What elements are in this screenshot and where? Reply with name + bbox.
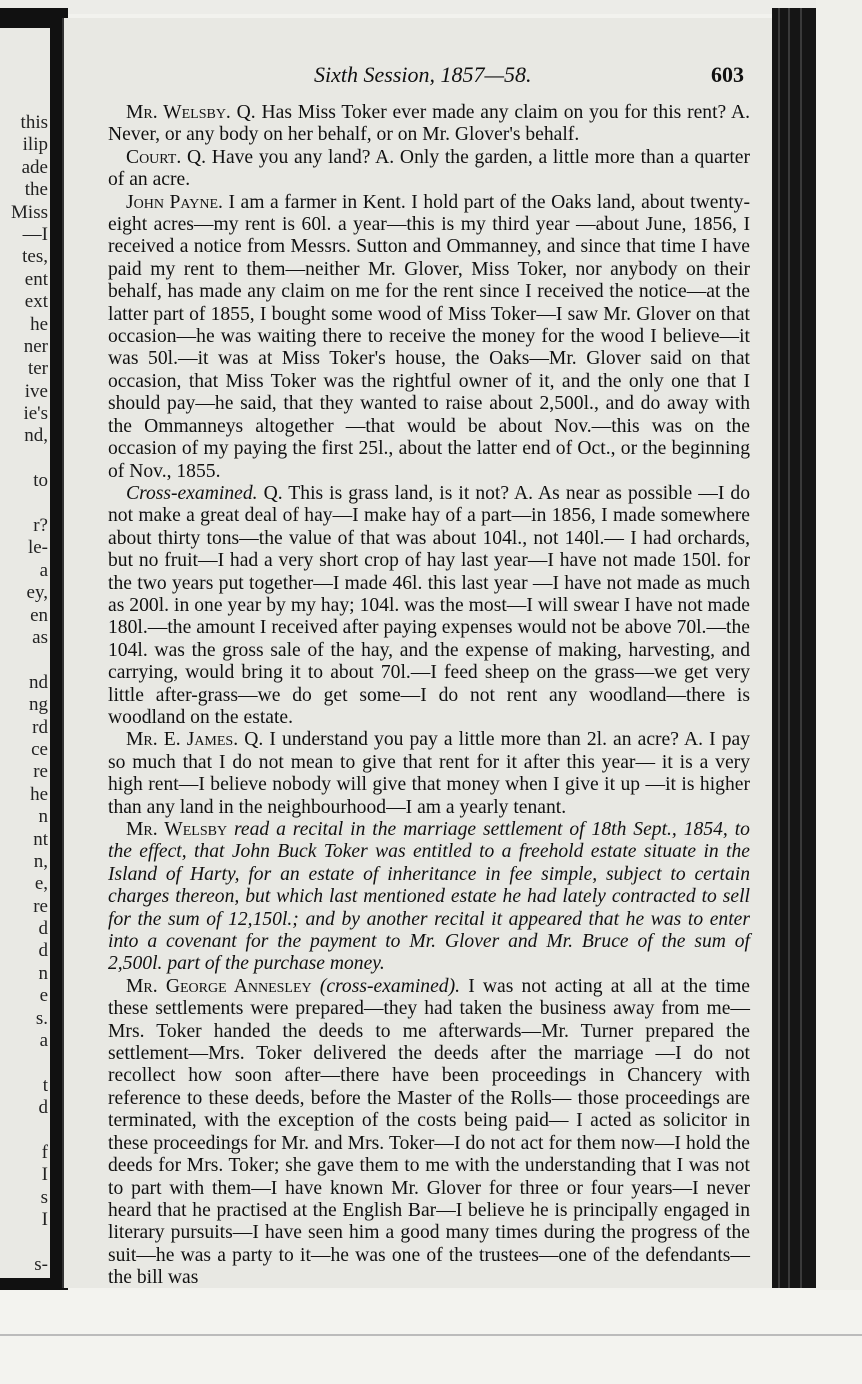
paragraph	[108, 192, 750, 483]
facing-page-fragment: r?	[33, 515, 48, 537]
facing-page-fragment: s.	[35, 1007, 48, 1029]
scan-right-margin	[816, 0, 862, 1384]
facing-page-fragment: le-	[27, 537, 48, 559]
facing-page-fragment: a	[39, 559, 48, 581]
book-page	[62, 18, 776, 1288]
facing-page-fragment: a	[39, 1030, 48, 1052]
facing-page-fragment: —I	[22, 223, 48, 245]
facing-page-fragment: nd,	[24, 425, 48, 447]
paragraph-text: Q. Has Miss Toker ever made any claim on you for this rent? A. Never, or any body on her behalf, or on Mr. Glover's behalf.	[108, 102, 750, 146]
facing-page-fragment	[0, 1120, 48, 1142]
facing-page-fragment: d	[38, 918, 48, 940]
facing-page-fragment: re	[33, 895, 48, 917]
running-header	[104, 62, 744, 90]
facing-page-fragment: the	[24, 179, 48, 201]
paragraph-text: Q. I understand you pay a little more than 2l. an acre? A. I pay so much that I do not mean to give that rent for it after this year— it is a very high rent—I believe nobody will give that money when I give it up —it is higher than any land in the neighbourhood—I am a yearly tenant.	[108, 729, 750, 818]
speaker-note: (cross-examined).	[319, 975, 461, 997]
facing-page-fragment: ner	[23, 335, 48, 357]
facing-page-fragment: this	[20, 112, 48, 133]
facing-page-fragment	[0, 448, 48, 470]
paragraph-text: I was not acting at all at the time these settlements were prepared—they had taken the business away from me—Mrs. Toker handed the deeds to me afterwards—Mr. Turner prepared the settlement—Mrs. Toker delivered the deeds after the marriage —I do not recollect how soon after—there have been proceedings in Chancery with reference to these deeds, before the Master of the Rolls— those proceedings are terminated, with the exception of the costs being paid— I acted as solicitor in these proceedings for Mr. and Mrs. Toker—I do not act for them now—I hold the deeds for Mrs. Toker; she gave them to me with the understanding that I was not to part with them—I have known Mr. Glover for three or four years—I never heard that he practised at the English Bar—I believe he is principally engaged in literary pursuits—I have seen him a good many times during the progress of the suit—he was a party to it—he was one of the trustees—one of the defendants—the bill was	[108, 975, 751, 1289]
paragraph-text: Q. Have you any land? A. Only the garden, a little more than a quarter of an acre.	[108, 146, 750, 191]
facing-page-fragment: d	[38, 940, 48, 962]
paragraph	[108, 147, 750, 192]
facing-page-fragment: re	[33, 761, 48, 783]
facing-page-fragment: rd	[32, 716, 48, 738]
paragraph	[108, 976, 750, 1290]
facing-page-fragment: n	[38, 806, 48, 828]
facing-page-fragment: n,	[33, 850, 48, 872]
paragraph	[108, 729, 750, 819]
facing-page-fragment: ext	[24, 291, 48, 313]
scan-edge-line	[0, 1334, 862, 1336]
facing-page-fragment: ade	[21, 156, 48, 178]
facing-page-fragment: I	[41, 1164, 48, 1186]
facing-page-fragment: ter	[27, 358, 48, 380]
paragraph	[108, 102, 750, 147]
page-edge-line	[788, 8, 790, 1288]
speaker: Court.	[126, 146, 182, 168]
facing-page-fragment	[0, 493, 48, 515]
scan-top-margin	[0, 0, 862, 14]
page-edge-line	[800, 8, 802, 1288]
facing-page-fragment: f	[41, 1141, 48, 1163]
facing-page-fragment: ce	[31, 738, 48, 760]
facing-page-fragment: ive	[24, 380, 48, 402]
facing-page-fragment: ilip	[22, 134, 48, 156]
paragraph	[108, 819, 750, 976]
facing-page-fragment: s-	[34, 1253, 48, 1275]
facing-page-fragment: en	[30, 604, 48, 626]
facing-page-fragment: e	[39, 985, 48, 1007]
facing-page-fragment: ey,	[26, 582, 48, 604]
facing-page-fragment: e,	[34, 873, 48, 895]
facing-page-fragment	[0, 1052, 48, 1074]
speaker: Mr. George Annesley	[126, 975, 312, 997]
page-stack-edge	[772, 8, 816, 1288]
speaker: John Payne.	[126, 191, 223, 213]
facing-page-fragment: tes,	[22, 246, 48, 268]
page-number: 603	[711, 62, 744, 87]
paragraph-text: Q. This is grass land, is it not? A. As near as possible —I do not make a great deal of hay—I make hay of a part—in 1856, I made somewhere about thirty tons—the value of that was about 104l., not 140l.— I had orchards, but no fruit—I had a very short crop of hay last year—I have not made 150l. for the two years put together—I made 46l. this last year —I have not made as much as 200l. in one year by my hay; 104l. was the most—I will swear I have not made 180l.—the amount I received after paying expenses would not be above 70l.—the 104l. was the gross sale of the hay, and the expense of making, harvesting, and carrying, would bring it to about 70l.—I feed sheep on the grass—we get very little after-grass—we do get some—I do not rent any woodland—there is woodland on the estate.	[108, 482, 750, 728]
facing-page-fragment: nd	[29, 671, 48, 693]
facing-page-fragment: n	[38, 962, 48, 984]
running-title: Sixth Session, 1857—58.	[314, 62, 532, 87]
facing-page-fragment: he	[30, 783, 48, 805]
facing-page-fragment: he	[30, 313, 48, 335]
paragraph-text: read a recital in the marriage settlement of 18th Sept., 1854, to the effect, that John Buck Toker was entitled to a freehold estate situate in the Island of Harty, for an estate of inheritance in fee simple, subject to certain charges thereon, but which last mentioned estate he had lately contracted to sell for the sum of 12,150l.; and by another recital it appeared that he was to enter into a covenant for the payment to Mr. Glover and Mr. Bruce of the sum of 2,500l. part of the purchase money.	[108, 819, 750, 975]
body-text	[108, 102, 750, 1290]
speaker: Mr. E. James.	[126, 729, 239, 751]
speaker: Mr. Welsby.	[126, 102, 231, 123]
page-edge-line	[778, 8, 780, 1288]
facing-page-fragment: I	[41, 1209, 48, 1231]
speaker: Cross-examined.	[126, 482, 258, 504]
facing-page-fragment: t	[42, 1074, 48, 1096]
facing-page-fragment	[0, 1232, 48, 1254]
facing-page-fragment: Miss	[11, 201, 48, 223]
facing-page-fragment: s	[40, 1186, 48, 1208]
facing-page-edge	[0, 28, 50, 1278]
facing-page-fragment: ie's	[23, 403, 48, 425]
paragraph-text: I am a farmer in Kent. I hold part of the Oaks land, about twenty-eight acres—my rent is 60l. a year—this is my third year —about June, 1856, I received a notice from Messrs. Sutton and Ommanney, and since that time I have paid my rent to them—neither Mr. Glover, Miss Toker, nor anybody on their behalf, has made any claim on me for the rent since I received the notice—at the latter part of 1855, I bought some wood of Miss Toker—I saw Mr. Glover on that occasion—he was waiting there to receive the money for the wood I believe—it was 50l.—it was at Miss Toker's house, the Oaks—Mr. Glover said on that occasion, that Miss Toker was the rightful owner of it, and the only one that I should pay—he said, that they wanted to raise about 2,500l., and do away with the Ommanneys altogether —that would be about Nov.—this was on the occasion of my paying the first 25l., about the latter end of Oct., or the beginning of Nov., 1855.	[108, 191, 751, 482]
facing-page-fragment: ng	[29, 694, 48, 716]
facing-page-fragment: nt	[33, 828, 48, 850]
facing-page-text-fragments	[0, 112, 48, 1276]
speaker: Mr. Welsby	[126, 819, 228, 840]
facing-page-fragment	[0, 649, 48, 671]
scan-bottom-margin	[0, 1290, 862, 1384]
facing-page-fragment: d	[38, 1097, 48, 1119]
facing-page-fragment: as	[32, 626, 48, 648]
facing-page-fragment: to	[33, 470, 48, 492]
paragraph	[108, 483, 750, 729]
facing-page-fragment: ent	[24, 268, 48, 290]
